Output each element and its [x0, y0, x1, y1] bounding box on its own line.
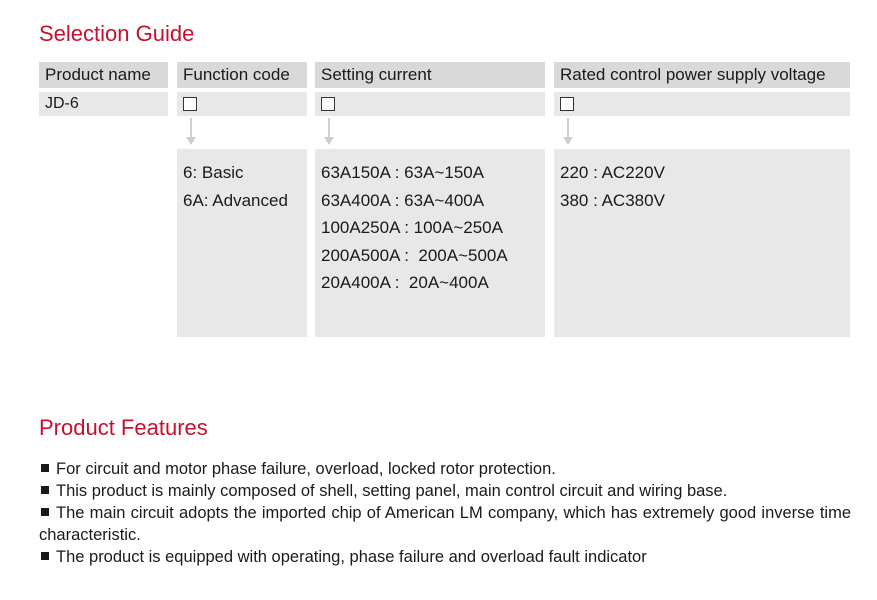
current-option: 100A250A : 100A~250A [321, 218, 503, 237]
feature-item [39, 546, 851, 568]
down-arrow-icon [190, 118, 192, 138]
function-code-options [177, 149, 307, 337]
setting-current-options [315, 149, 545, 337]
down-arrow-icon [328, 118, 330, 138]
current-option: 63A400A : 63A~400A [321, 190, 485, 210]
header-rated-voltage: Rated control power supply voltage [554, 62, 850, 88]
square-bullet-icon [41, 486, 49, 494]
feature-text: The main circuit adopts the imported chip of American LM company, which has extremely good inverse time characteristic. [39, 504, 851, 544]
feature-text: For circuit and motor phase failure, overload, locked rotor protection. [56, 460, 556, 478]
selection-guide-title: Selection Guide [39, 21, 195, 46]
function-option: 6A: Advanced [183, 190, 288, 210]
voltage-option: 220 : AC220V [560, 163, 665, 182]
empty-square-icon [321, 97, 335, 111]
voltage-option: 380 : AC380V [560, 190, 665, 210]
product-name-value: JD-6 [39, 92, 168, 116]
current-option: 20A400A : 20A~400A [321, 273, 489, 292]
feature-item [39, 458, 851, 480]
feature-text: The product is equipped with operating, phase failure and overload fault indicator [56, 548, 647, 566]
header-setting-current: Setting current [315, 62, 545, 88]
feature-text: This product is mainly composed of shell, setting panel, main control circuit and wiring base. [56, 482, 728, 500]
empty-square-icon [560, 97, 574, 111]
current-option: 200A500A : 200A~500A [321, 245, 508, 265]
voltage-slot [554, 92, 850, 116]
header-product-name: Product name [39, 62, 168, 88]
features-list [39, 458, 851, 568]
down-arrow-icon [567, 118, 569, 138]
feature-item [39, 502, 851, 546]
square-bullet-icon [41, 508, 49, 516]
function-option: 6: Basic [183, 163, 244, 182]
square-bullet-icon [41, 552, 49, 560]
function-code-slot [177, 92, 307, 116]
product-features-title: Product Features [39, 415, 208, 440]
feature-item [39, 480, 851, 502]
empty-square-icon [183, 97, 197, 111]
square-bullet-icon [41, 464, 49, 472]
current-option: 63A150A : 63A~150A [321, 163, 485, 182]
voltage-options [554, 149, 850, 337]
setting-current-slot [315, 92, 545, 116]
header-function-code: Function code [177, 62, 307, 88]
